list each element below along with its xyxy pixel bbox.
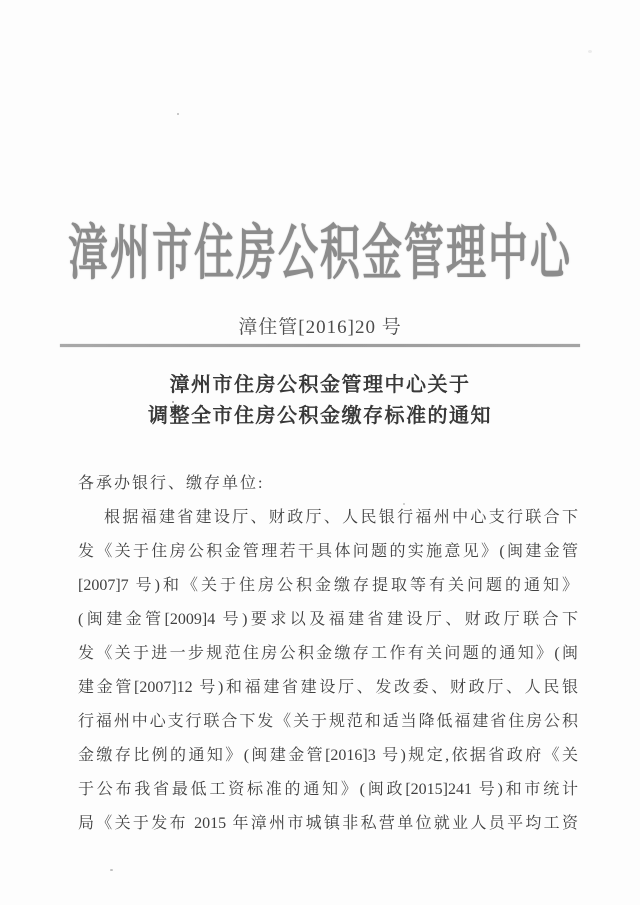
body-text-line: 发《关于住房公积金管理若干具体问题的实施意见》(闽建金管: [78, 543, 578, 560]
notice-title: [0, 370, 640, 432]
letterhead-divider-rule: [60, 344, 580, 347]
letterhead-org-name: 漳州市住房公积金管理中心: [68, 219, 572, 287]
scan-speck: [403, 503, 405, 505]
notice-body: [78, 467, 578, 841]
body-text-line: 金缴存比例的通知》(闽建金管[2016]3 号)规定,依据省政府《关: [78, 747, 578, 764]
salutation-line: 各承办银行、缴存单位:: [78, 475, 265, 492]
body-text-line: (闽建金管[2009]4 号)要求以及福建省建设厅、财政厅联合下: [78, 611, 578, 628]
scan-speck: [172, 401, 174, 403]
scan-speck: [110, 869, 113, 871]
body-text-line: 于公布我省最低工资标准的通知》(闽政[2015]241 号)和市统计: [78, 781, 578, 798]
scan-speck: [177, 113, 179, 115]
body-text-line: [2007]7 号)和《关于住房公积金缴存提取等有关问题的通知》: [78, 577, 578, 594]
document-number: 漳住管[2016]20 号: [238, 317, 402, 338]
body-text-line: 发《关于进一步规范住房公积金缴存工作有关问题的通知》(闽: [78, 645, 578, 662]
scan-speck: [588, 50, 592, 53]
body-text-line: 根据福建省建设厅、财政厅、人民银行福州中心支行联合下: [104, 509, 578, 526]
body-text-line: 局《关于发布 2015 年漳州市城镇非私营单位就业人员平均工资: [78, 815, 578, 832]
notice-title-line-2: 调整全市住房公积金缴存标准的通知: [148, 405, 492, 427]
body-text-line: 建金管[2007]12 号)和福建省建设厅、发改委、财政厅、人民银: [78, 679, 578, 696]
body-text-line: 行福州中心支行联合下发《关于规范和适当降低福建省住房公积: [78, 713, 578, 730]
notice-title-line-1: 漳州市住房公积金管理中心关于: [169, 374, 471, 396]
